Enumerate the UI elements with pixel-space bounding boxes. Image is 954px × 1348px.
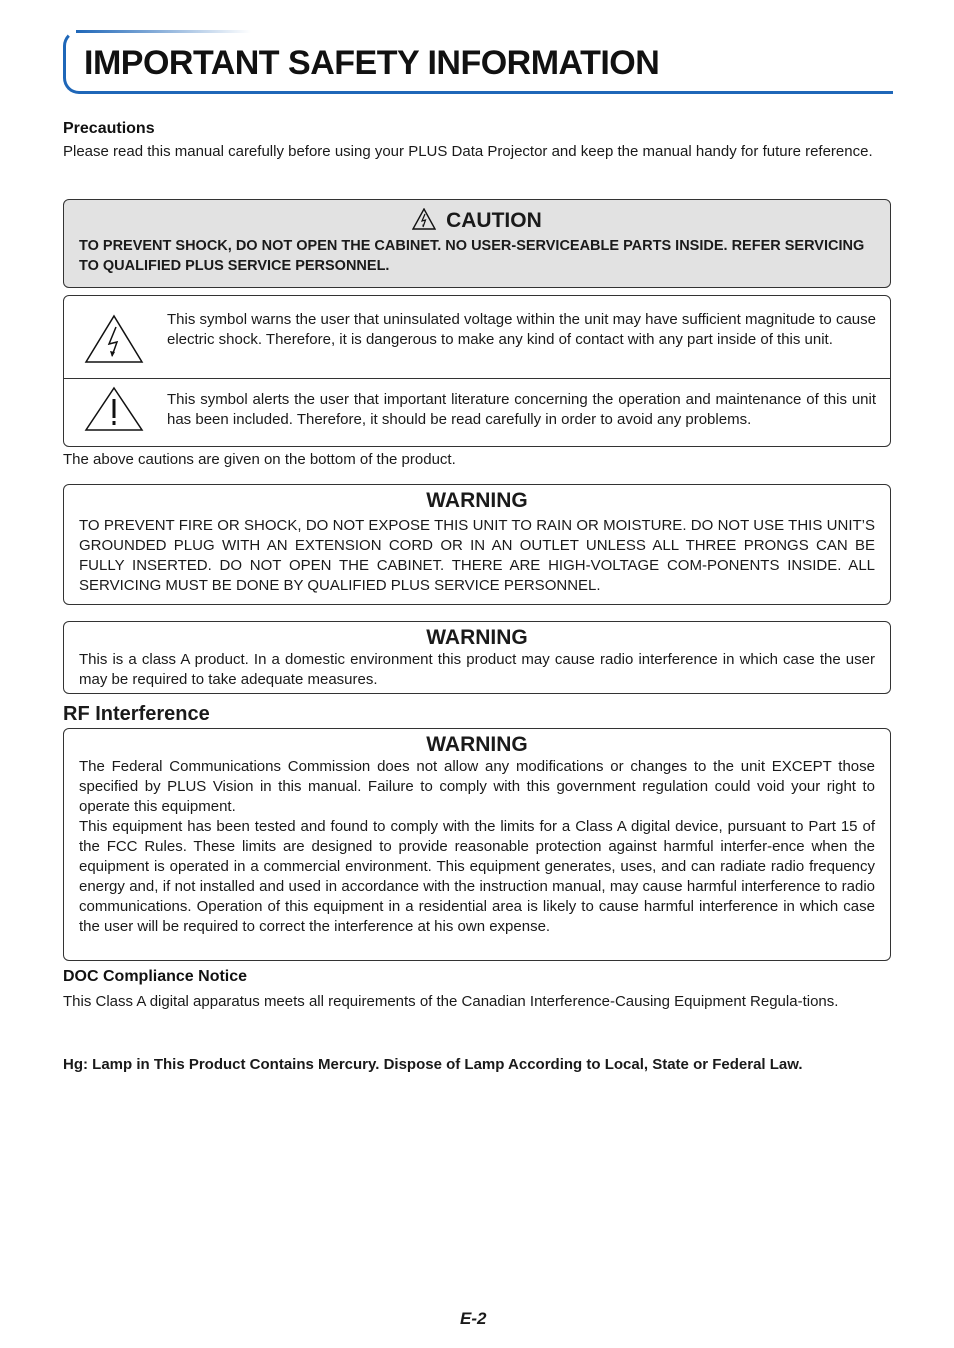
symbol-text-shock: This symbol warns the user that uninsulated voltage within the unit may have sufficient magnitude to cause electric shock. Therefore, it is dangerous to make any kind of contact with any part inside of this unit. bbox=[167, 311, 876, 348]
symbol-text-literature: This symbol alerts the user that important literature concerning the operation and maintenance of this unit has been included. Therefore, it should be read carefully in order to avoid any problems. bbox=[167, 391, 876, 428]
caution-box bbox=[63, 199, 891, 288]
precautions-text: Please read this manual carefully before using your PLUS Data Projector and keep the manual handy for future reference. bbox=[63, 143, 873, 160]
doc-heading: DOC Compliance Notice bbox=[63, 968, 248, 985]
doc-text: This Class A digital apparatus meets all requirements of the Canadian Interference-Causing Equipment Regula-tions. bbox=[63, 993, 839, 1010]
exclamation-triangle-icon bbox=[84, 386, 144, 437]
warning-text: This is a class A product. In a domestic environment this product may cause radio interference in which case the user may be required to take adequate measures. bbox=[79, 651, 875, 688]
fcc-paragraph-2: This equipment has been tested and found to comply with the limits for a Class A digital device, pursuant to Part 15 of the FCC Rules. These limits are designed to provide reasonable protection against harmful interfer-ence when the equipment is operated in a commercial environment. This equipment generates, uses, and can radiate radio frequency energy and, if not installed and used in accordance with the instruction manual, may cause harmful interference to radio communications. Operation of this equipment in a residential area is likely to cause harmful interference in which case the user will be required to correct the interference at his own expense. bbox=[79, 818, 875, 935]
warning-heading: WARNING bbox=[426, 626, 528, 649]
symbols-box bbox=[63, 295, 891, 447]
page-title: IMPORTANT SAFETY INFORMATION bbox=[84, 44, 660, 82]
warning-box-fcc bbox=[63, 728, 891, 961]
title-accent-line bbox=[76, 30, 251, 33]
rf-interference-heading: RF Interference bbox=[63, 703, 210, 725]
symbols-note: The above cautions are given on the bottom of the product. bbox=[63, 451, 456, 468]
warning-text: TO PREVENT FIRE OR SHOCK, DO NOT EXPOSE THIS UNIT TO RAIN OR MOISTURE. DO NOT USE THIS UNIT’S GROUNDED PLUG WITH AN EXTENSION CORD OR IN AN OUTLET UNLESS ALL THREE PRONGS CAN BE FULLY INSERTED. DO NOT OPEN THE CABINET. THERE ARE HIGH-VOLTAGE COM-PONENTS INSIDE. ALL SERVICING MUST BE DONE BY QUALIFIED PLUS SERVICE PERSONNEL. bbox=[79, 517, 875, 594]
mercury-notice: Hg: Lamp in This Product Contains Mercury. Dispose of Lamp According to Local, State or Federal Law. bbox=[63, 1056, 803, 1073]
caution-heading: CAUTION bbox=[446, 209, 542, 232]
page-number: E-2 bbox=[460, 1309, 487, 1328]
symbols-divider bbox=[64, 378, 890, 379]
warning-box-class-a bbox=[63, 621, 891, 694]
warning-heading: WARNING bbox=[426, 733, 528, 756]
lightning-triangle-icon bbox=[412, 209, 446, 232]
caution-text: TO PREVENT SHOCK, DO NOT OPEN THE CABINET. NO USER-SERVICEABLE PARTS INSIDE. REFER SERVICING TO QUALIFIED PLUS SERVICE PERSONNEL. bbox=[79, 238, 865, 274]
fcc-paragraph-1: The Federal Communications Commission does not allow any modifications or changes to the unit EXCEPT those specified by PLUS Vision in this manual. Failure to comply with this government regulation could void your right to operate this equipment. bbox=[79, 758, 875, 815]
precautions-heading: Precautions bbox=[63, 120, 155, 137]
warning-box-fire-shock bbox=[63, 484, 891, 605]
warning-heading: WARNING bbox=[426, 489, 528, 512]
lightning-triangle-icon bbox=[84, 314, 144, 369]
caution-heading-row bbox=[64, 208, 890, 233]
